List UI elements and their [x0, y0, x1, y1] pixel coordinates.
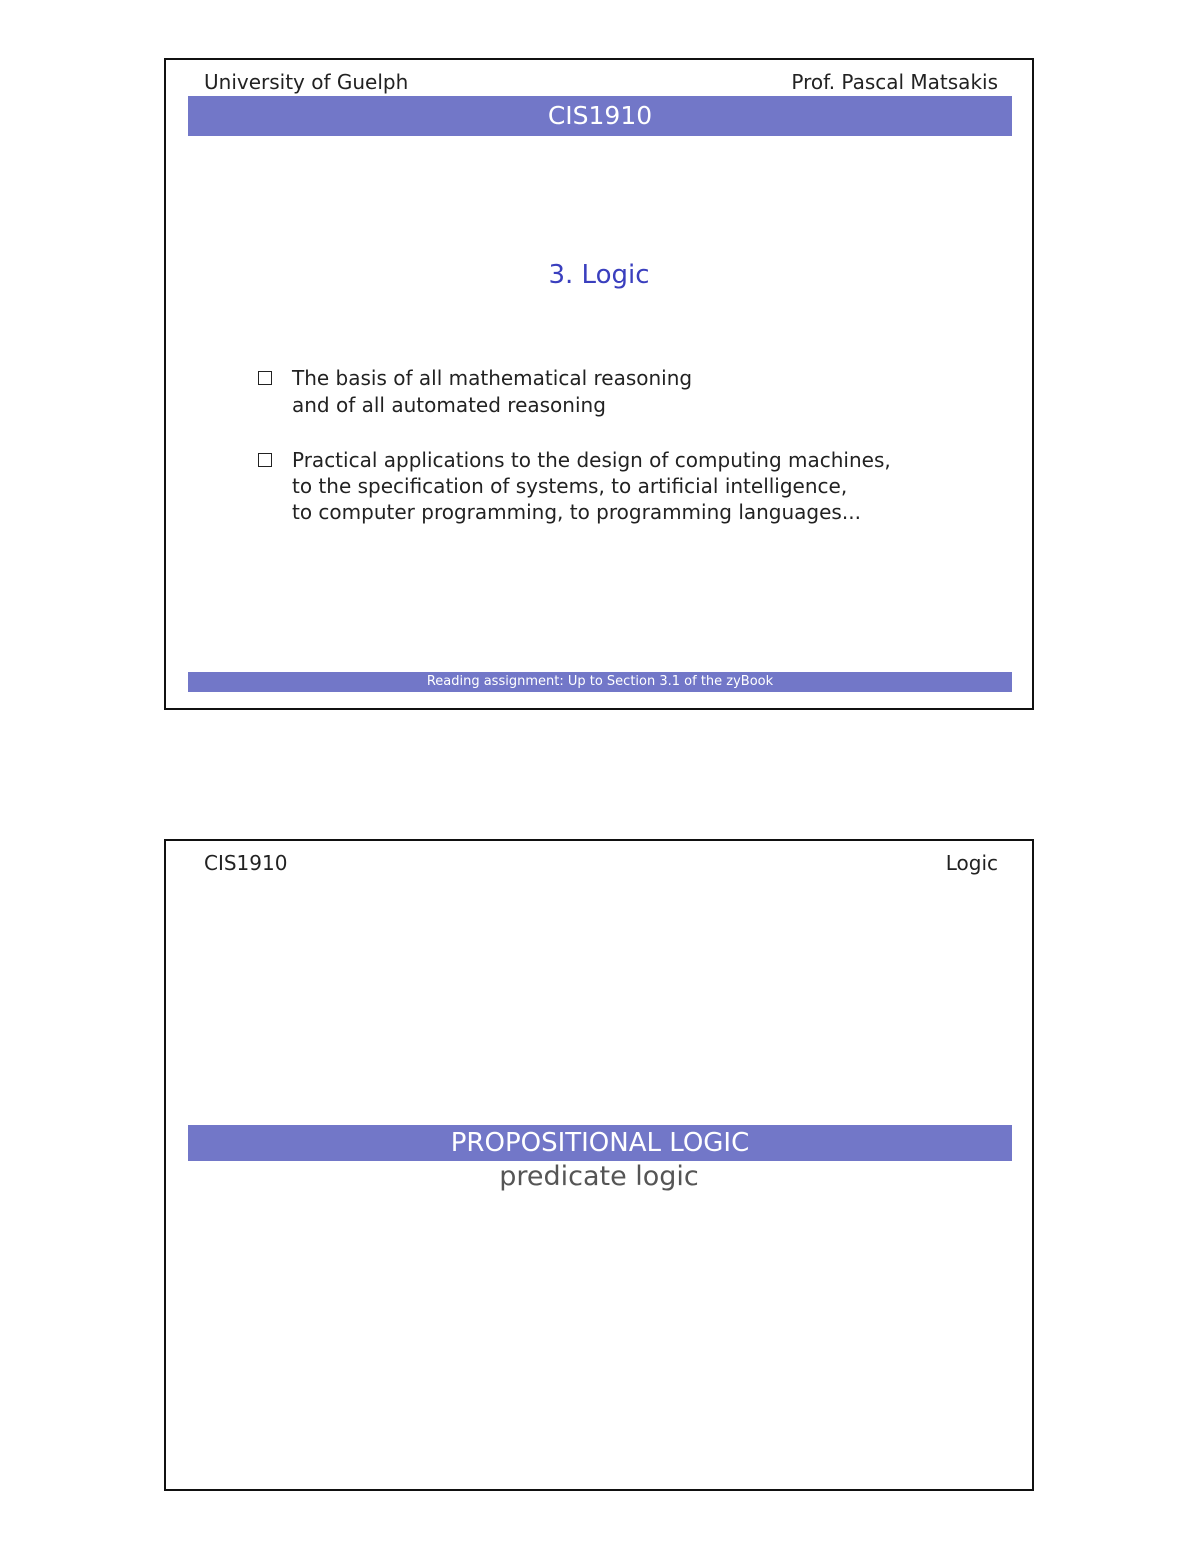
header-author: Prof. Pascal Matsakis	[791, 70, 998, 94]
bullet-line: and of all automated reasoning	[292, 393, 606, 417]
course-banner: CIS1910	[188, 96, 1012, 136]
slide-title: 3. Logic	[548, 260, 650, 290]
section-banner: PROPOSITIONAL LOGIC	[188, 1125, 1012, 1161]
checkbox-bullet-icon	[258, 371, 272, 385]
header-topic: Logic	[945, 851, 998, 875]
header-institution: University of Guelph	[204, 70, 409, 94]
bullet-item	[256, 447, 976, 525]
bullet-item	[256, 365, 976, 419]
bullet-list	[256, 365, 976, 553]
checkbox-bullet-icon	[258, 453, 272, 467]
header-course: CIS1910	[204, 851, 288, 875]
slide-1	[164, 58, 1034, 710]
bullet-line: The basis of all mathematical reasoning	[292, 366, 693, 390]
bullet-line: to the specification of systems, to artificial intelligence,	[292, 474, 848, 498]
bullet-line: Practical applications to the design of computing machines,	[292, 448, 891, 472]
slide-2	[164, 839, 1034, 1491]
subsection-title: predicate logic	[499, 1161, 699, 1192]
reading-assignment-footer: Reading assignment: Up to Section 3.1 of the zyBook	[188, 672, 1012, 692]
bullet-line: to computer programming, to programming languages...	[292, 500, 861, 524]
